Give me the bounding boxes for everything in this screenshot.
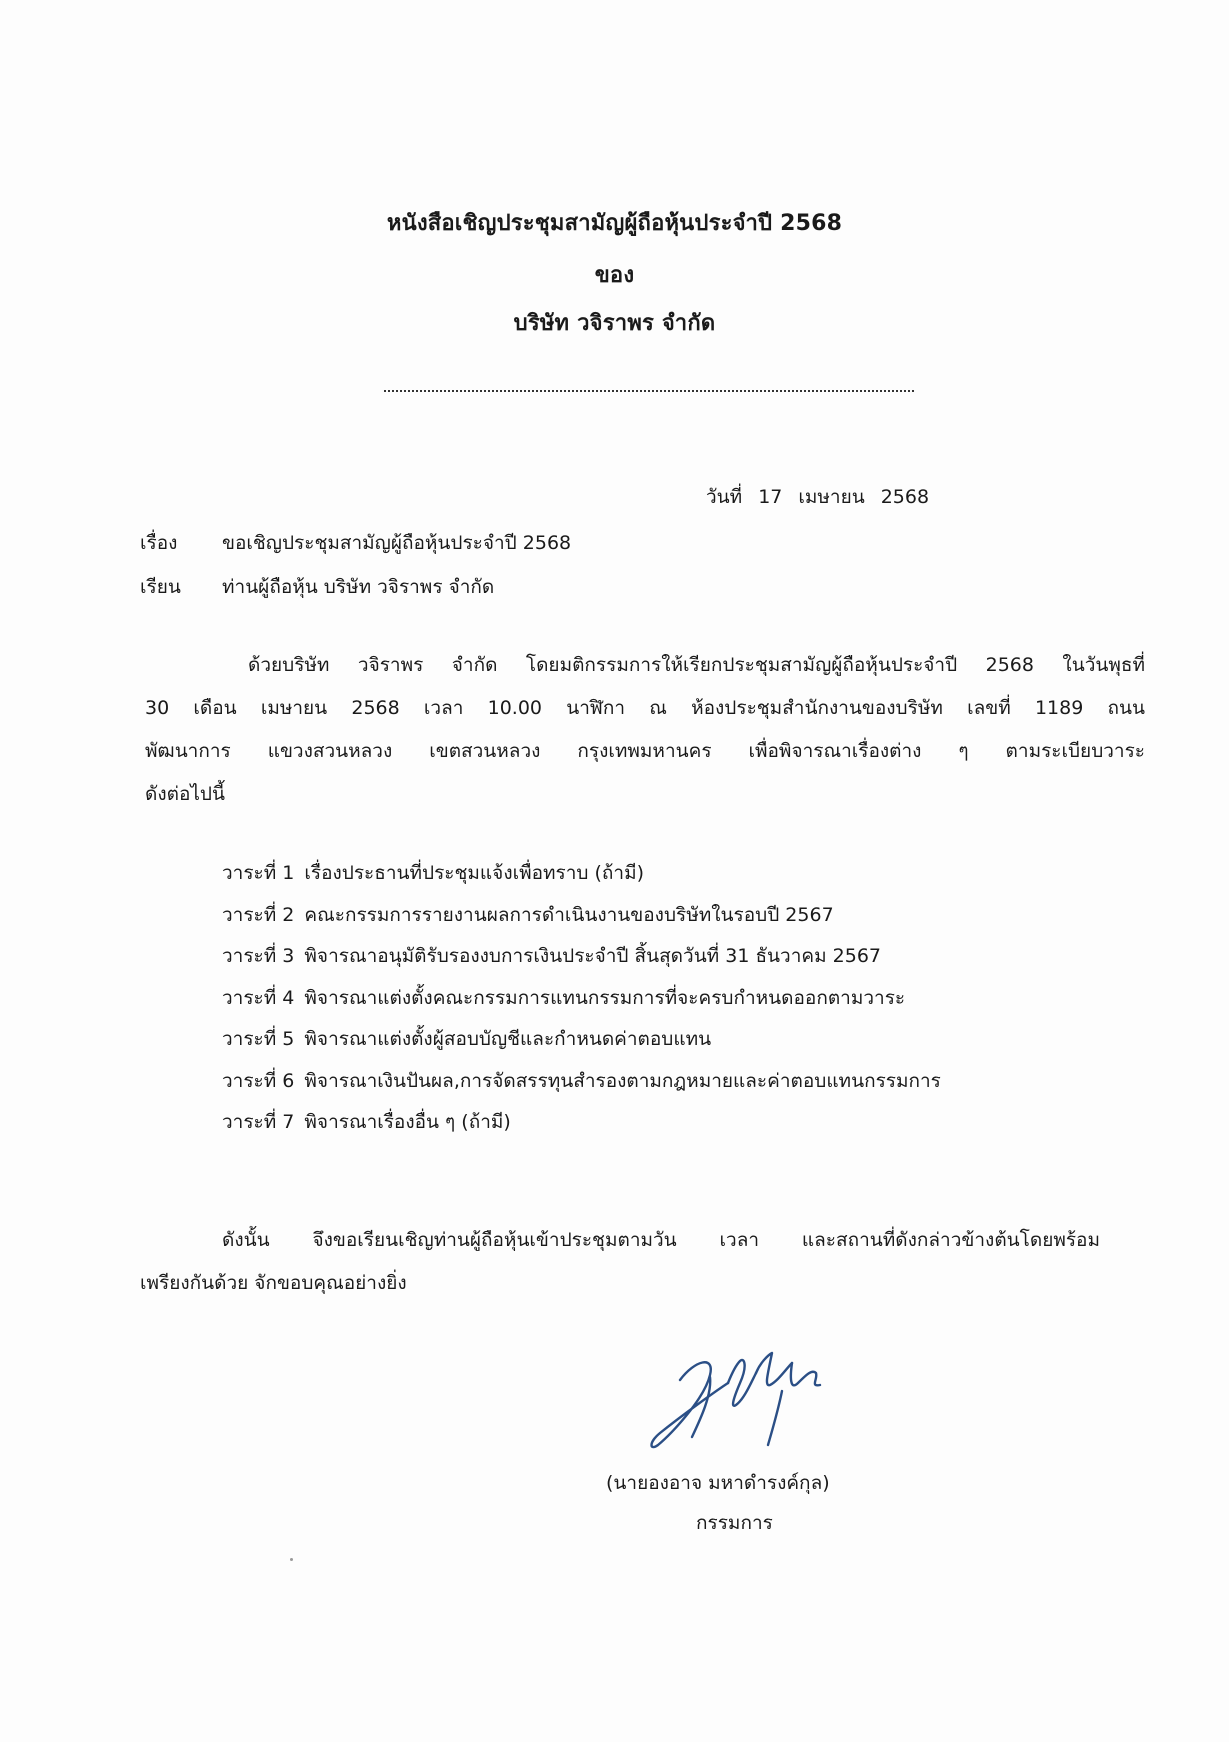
intro-line: 30 เดือน เมษายน 2568 เวลา 10.00 นาฬิกา ณ ห้องประชุมสำนักงานของบริษัท เลขที่ 1189 ถนน: [145, 697, 1145, 719]
intro-line: ด้วยบริษัท วจิราพร จำกัด โดยมติกรรมการให้เรียกประชุมสามัญผู้ถือหุ้นประจำปี 2568 ในวันพุธที่: [248, 654, 1145, 676]
recipient-label: เรียน: [140, 576, 181, 598]
recipient-row: [140, 572, 494, 602]
agenda-number: วาระที่ 3: [222, 945, 295, 967]
closing-line: เพรียงกันด้วย จักขอบคุณอย่างยิ่ง: [140, 1272, 407, 1294]
agenda-item: [222, 978, 941, 1020]
closing-paragraph: [140, 1219, 1100, 1305]
agenda-number: วาระที่ 2: [222, 903, 295, 926]
agenda-number: วาระที่ 4: [222, 986, 295, 1009]
document-title-of: ของ: [594, 263, 635, 288]
subject-row: [140, 528, 571, 558]
agenda-text: พิจารณาอนุมัติรับรองงบการเงินประจำปี สิ้นสุดวันที่ 31 ธันวาคม 2567: [304, 945, 882, 967]
date-month: เมษายน: [798, 486, 865, 508]
agenda-item: [222, 936, 941, 978]
scan-speck: [290, 1558, 293, 1561]
agenda-text: พิจารณาเงินปันผล,การจัดสรรทุนสำรองตามกฎหมายและค่าตอบแทนกรรมการ: [304, 1069, 941, 1092]
agenda-item: [222, 895, 941, 937]
letter-date: [706, 482, 945, 512]
company-name-title: บริษัท วจิราพร จำกัด: [513, 311, 716, 336]
agenda-number: วาระที่ 5: [222, 1028, 295, 1050]
agenda-number: วาระที่ 7: [222, 1111, 295, 1133]
signature-strokes: [652, 1353, 821, 1447]
agenda-text: พิจารณาแต่งตั้งผู้สอบบัญชีและกำหนดค่าตอบแทน: [304, 1028, 712, 1050]
agenda-number: วาระที่ 6: [222, 1069, 295, 1092]
agenda-text: พิจารณาเรื่องอื่น ๆ (ถ้ามี): [304, 1111, 511, 1133]
intro-line: พัฒนาการ แขวงสวนหลวง เขตสวนหลวง กรุงเทพมหานคร เพื่อพิจารณาเรื่องต่าง ๆ ตามระเบียบวาระ: [145, 740, 1145, 762]
document-title: หนังสือเชิญประชุมสามัญผู้ถือหุ้นประจำปี 2568: [386, 211, 843, 236]
date-day: 17: [758, 486, 783, 508]
agenda-item: [222, 853, 941, 895]
agenda-number: วาระที่ 1: [222, 862, 295, 884]
signature-image: [640, 1325, 860, 1455]
subject-text: ขอเชิญประชุมสามัญผู้ถือหุ้นประจำปี 2568: [222, 532, 572, 554]
agenda-item: [222, 1061, 941, 1103]
agenda-text: คณะกรรมการรายงานผลการดำเนินงานของบริษัทในรอบปี 2567: [304, 903, 834, 926]
subject-label: เรื่อง: [140, 532, 178, 554]
agenda-item: [222, 1102, 941, 1144]
dotted-divider: [384, 390, 914, 392]
signatory-name: (นายองอาจ มหาดำรงค์กุล): [606, 1472, 830, 1494]
agenda-item: [222, 1019, 941, 1061]
signatory-title: กรรมการ: [696, 1512, 773, 1534]
closing-line: ดังนั้น จึงขอเรียนเชิญท่านผู้ถือหุ้นเข้าประชุมตามวัน เวลา และสถานที่ดังกล่าวข้างต้นโดยพร้อม: [222, 1229, 1100, 1251]
agenda-text: พิจารณาแต่งตั้งคณะกรรมการแทนกรรมการที่จะครบกำหนดออกตามวาระ: [304, 986, 906, 1009]
intro-line: ดังต่อไปนี้: [145, 783, 225, 805]
recipient-text: ท่านผู้ถือหุ้น บริษัท วจิราพร จำกัด: [222, 576, 495, 598]
agenda-list: [222, 853, 941, 1144]
date-year: 2568: [880, 486, 930, 508]
agenda-text: เรื่องประธานที่ประชุมแจ้งเพื่อทราบ (ถ้ามี): [304, 862, 645, 884]
date-prefix: วันที่: [706, 486, 743, 508]
intro-paragraph: [145, 644, 1145, 816]
